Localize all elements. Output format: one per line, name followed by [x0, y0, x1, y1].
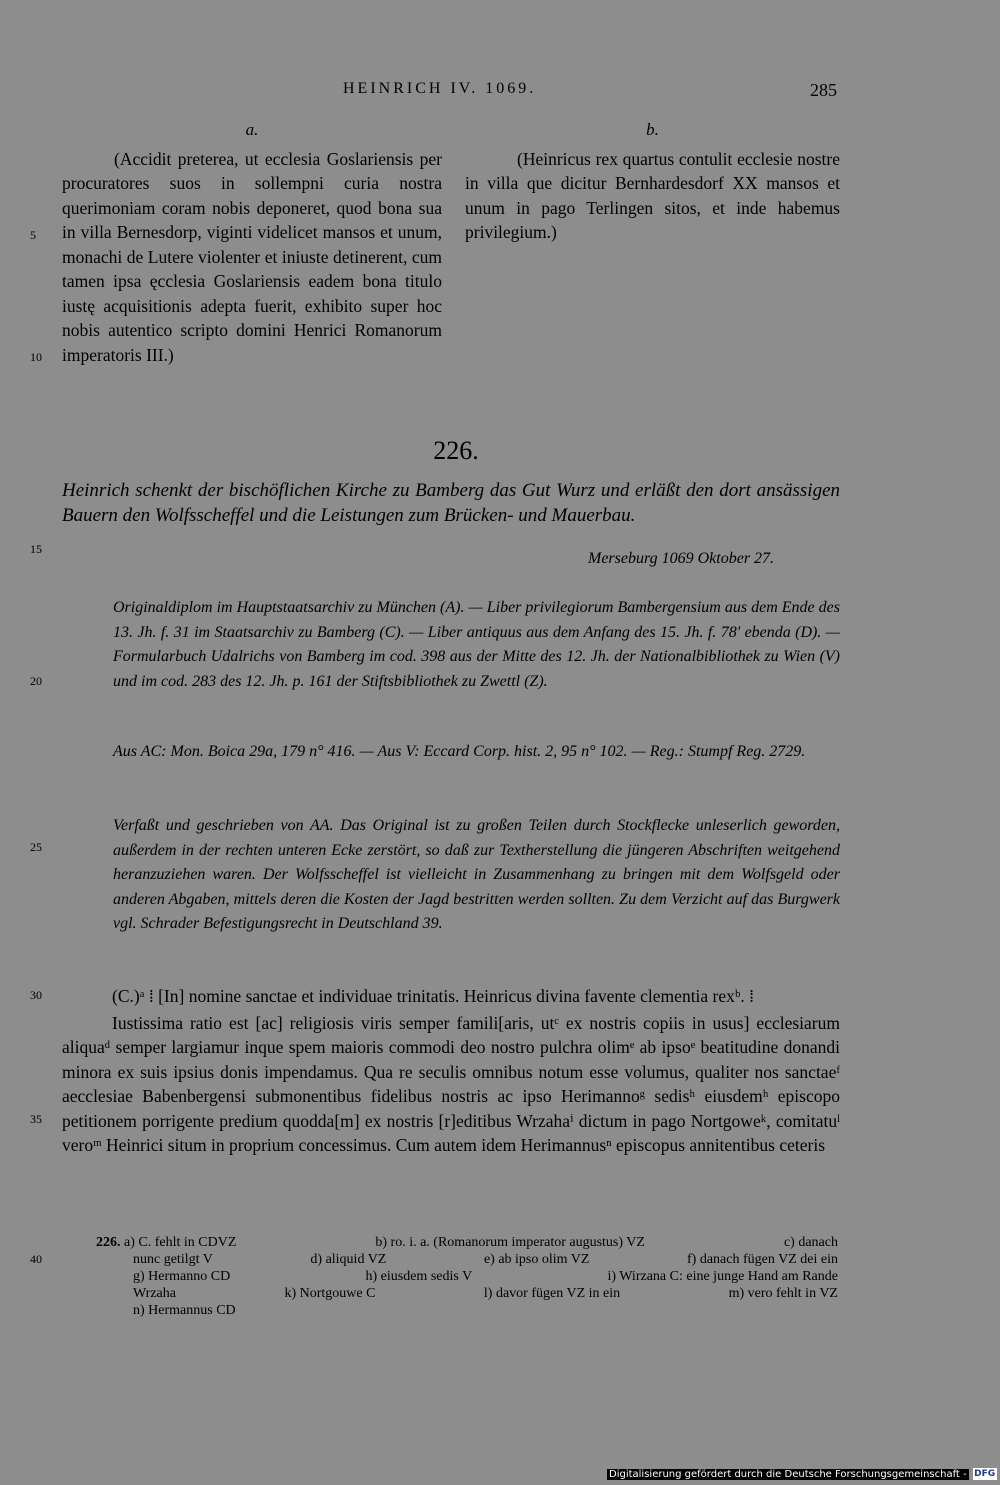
footnote: h) eiusdem sedis V: [365, 1269, 473, 1284]
footnote: b) ro. i. a. (Romanorum imperator augustus) VZ: [375, 1235, 645, 1250]
footnote-label: 226.: [96, 1235, 121, 1250]
date-place: Merseburg 1069 Oktober 27.: [588, 550, 775, 567]
footnote: i) Wirzana C: eine junge Hand am Rande: [607, 1269, 838, 1284]
line-number: 20: [30, 674, 42, 688]
line-number: 5: [30, 228, 36, 242]
footnotes: [96, 1234, 838, 1319]
footnote: n) Hermannus CD: [133, 1303, 236, 1318]
footer-text: Digitalisierung gefördert durch die Deutsche Forschungsgemeinschaft -: [609, 1468, 967, 1480]
footnote: d) aliquid VZ: [310, 1252, 387, 1267]
line-number: 15: [30, 542, 42, 556]
footnote-row: [96, 1268, 838, 1285]
charter-invocation: (C.)ᵃ ⁞ [In] nomine sanctae et individuae trinitatis. Heinricus divina favente clementia rexᵇ. ⁞: [112, 986, 754, 1006]
footnote: a) C. fehlt in CDVZ: [124, 1235, 237, 1250]
footnote: f) danach fügen VZ dei ein: [687, 1252, 838, 1267]
footnote: c) danach: [783, 1235, 838, 1250]
column-a-heading: a.: [245, 120, 259, 139]
column-a: [62, 118, 442, 367]
footnote: e) ab ipso olim VZ: [483, 1252, 590, 1267]
editorial-note-commentary: Verfaßt und geschrieben von AA. Das Original ist zu großen Teilen durch Stockflecke unleserlich geworden, außerdem in der rechten unteren Ecke zerstört, so daß zur Textherstellung die jüngeren Abschriften weitgehend heranzuziehen waren. Der Wolfsscheffel ist vielleicht in Zusammenhang zu bringen mit dem Wolfsgeld oder anderen Abgaben, mittels deren die Kosten der Jagd bestritten werden sollten. Zu dem Verzicht auf das Burgwerk vgl. Schrader Befestigungsrecht in Deutschland 39.: [113, 817, 840, 932]
footnote: g) Hermanno CD: [133, 1269, 231, 1284]
footnote: k) Nortgouwe C: [284, 1286, 376, 1301]
line-number: 35: [30, 1112, 42, 1126]
column-b-text: (Heinricus rex quartus contulit ecclesie nostre in villa que dicitur Bernhardesdorf XX mansos et unum in pago Terlingen sitos, et inde habemus privilegium.): [465, 148, 840, 242]
page-number: 285: [810, 80, 837, 100]
running-header: [0, 80, 1000, 102]
column-b-heading: b.: [646, 120, 659, 139]
dfg-logo-icon: DFG: [974, 1469, 996, 1479]
footnote: l) davor fügen VZ in ein: [483, 1286, 621, 1301]
line-number: 30: [30, 988, 42, 1002]
footnote-row: [96, 1302, 838, 1319]
footnote-row: [96, 1251, 838, 1268]
running-title: HEINRICH IV. 1069.: [343, 80, 537, 97]
footnote-row: [96, 1234, 838, 1251]
footnote-row: [96, 1285, 838, 1302]
line-number: 40: [30, 1252, 42, 1266]
document-summary: Heinrich schenkt der bischöflichen Kirche zu Bamberg das Gut Wurz und erläßt den dort ansässigen Bauern den Wolfsscheffel und die Leistungen zum Brücken- und Mauerbau.: [62, 480, 840, 526]
charter-text: [62, 984, 840, 1158]
footer-credit: [607, 1466, 997, 1482]
line-number: 10: [30, 350, 42, 364]
footnote: Wrzaha: [133, 1286, 176, 1301]
footnote: m) vero fehlt in VZ: [728, 1286, 838, 1301]
document-number: 226.: [433, 436, 479, 465]
footnote: nunc getilgt V: [133, 1252, 213, 1267]
charter-body: Iustissima ratio est [ac] religiosis viris semper famili[aris, utᶜ ex nostris copiis in usus] ecclesiarum aliquaᵈ semper largiamur inque spem maioris commodi deo nostro pulchra olimᵉ ab ipsoᵉ beatitudine donandi minora ex suis ipsius donis impendamus. Qua re seculis omnibus notum esse volumus, qualiter nos sanctaeᶠ aecclesiae Babenbergensi submonentibus fidelibus nostris ac ipso Herimannoᵍ sedisʰ eiusdemʰ episcopo petitionem porrigente predium quodda[m] ex nostris [r]editibus Wrzahaⁱ dictum in pago Nortgoweᵏ, comitatuˡ veroᵐ Heinrici situm in proprium concessimus. Cum autem idem Herimannusⁿ episcopus annitentibus ceteris: [62, 1012, 840, 1155]
editorial-note-editions: Aus AC: Mon. Boica 29a, 179 n° 416. — Aus V: Eccard Corp. hist. 2, 95 n° 102. — Reg.: Stumpf Reg. 2729.: [113, 743, 806, 760]
line-number: 25: [30, 840, 42, 854]
column-a-text: (Accidit preterea, ut ecclesia Goslariensis per procuratores suos in sollempni curia nostra querimoniam coram nobis deponeret, quod bona sua in villa Bernesdorp, viginti videlicet mansos et unum, monachi de Lutere violenter et iniuste detinerent, cum tamen ipsa ęcclesia Goslariensis eadem bona titulo iustę acquisitionis adepta fuerit, exhibito super hoc nobis autentico scripto domini Henrici Romanorum imperatoris III.): [62, 148, 442, 365]
editorial-note-sources: Originaldiplom im Hauptstaatsarchiv zu München (A). — Liber privilegiorum Bambergensium aus dem Ende des 13. Jh. f. 31 im Staatsarchiv zu Bamberg (C). — Liber antiquus aus dem Anfang des 15. Jh. f. 78′ ebenda (D). — Formularbuch Udalrichs von Bamberg im cod. 398 aus der Mitte des 12. Jh. der Nationalbibliothek zu Wien (V) und im cod. 283 des 12. Jh. p. 161 der Stiftsbibliothek zu Zwettl (Z).: [113, 599, 840, 690]
column-b: [465, 118, 840, 245]
